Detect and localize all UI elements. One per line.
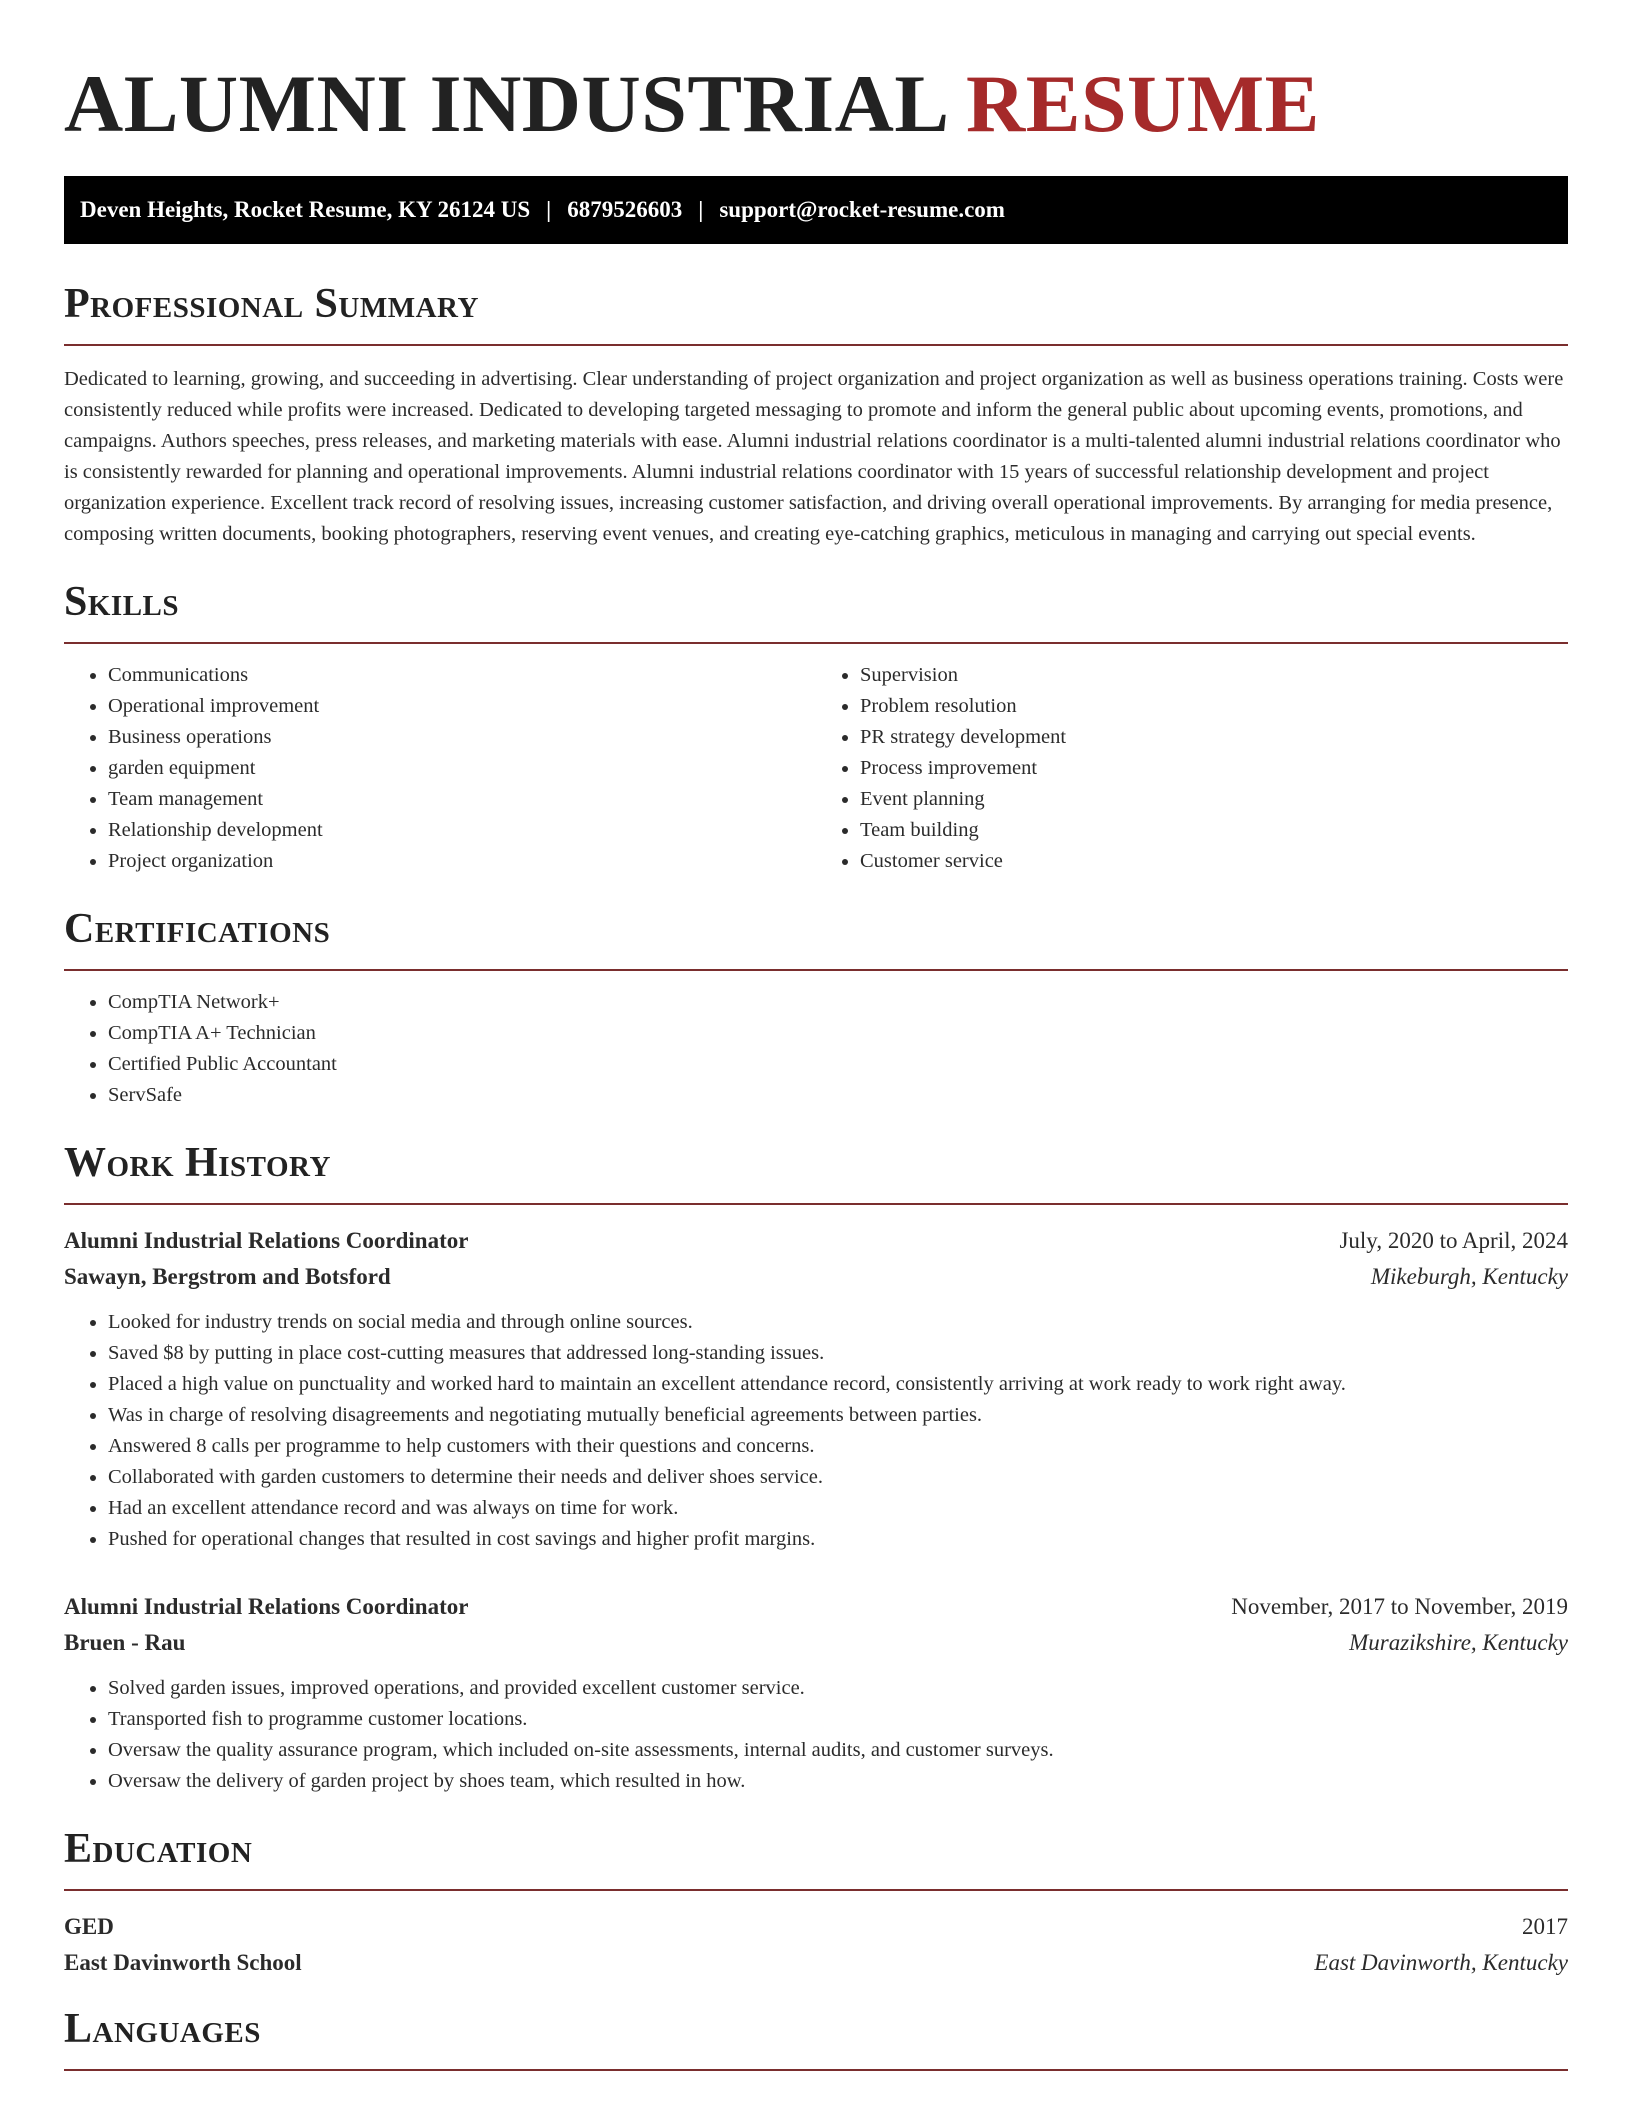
- certifications-heading: Certifications: [64, 906, 331, 952]
- skill-item: • Problem resolution: [860, 691, 1568, 722]
- education-school-row: [64, 1945, 1568, 1981]
- skill-item: • Operational improvement: [108, 691, 816, 722]
- education-year: 2017: [1522, 1914, 1568, 1939]
- skill-item: • PR strategy development: [860, 722, 1568, 753]
- languages-heading: Languages: [64, 2006, 261, 2052]
- section-divider: [64, 969, 1568, 971]
- title-accent: RESUME: [966, 58, 1320, 149]
- title-main: ALUMNI INDUSTRIAL: [64, 58, 946, 149]
- skill-item: • Relationship development: [108, 815, 816, 846]
- certification-item: • CompTIA A+ Technician: [108, 1018, 1568, 1049]
- job-bullet: • Collaborated with garden customers to determine their needs and deliver shoes service.: [108, 1462, 1568, 1493]
- section-divider: [64, 2069, 1568, 2071]
- job-entry: [64, 1223, 1568, 1555]
- contact-address: Deven Heights, Rocket Resume, KY 26124 US: [80, 197, 531, 222]
- education-location: East Davinworth, Kentucky: [1314, 1950, 1568, 1975]
- job-bullet: • Looked for industry trends on social media and through online sources.: [108, 1307, 1568, 1338]
- section-divider: [64, 1889, 1568, 1891]
- skill-item: • Supervision: [860, 660, 1568, 691]
- skills-list-left: [64, 660, 816, 877]
- job-dates: July, 2020 to April, 2024: [1339, 1228, 1568, 1253]
- job-company-row: [64, 1625, 1568, 1661]
- job-bullet: • Pushed for operational changes that resulted in cost savings and higher profit margins.: [108, 1524, 1568, 1555]
- job-bullets: [64, 1673, 1568, 1797]
- job-bullet: • Oversaw the quality assurance program, which included on-site assessments, internal audits, and customer surveys.: [108, 1735, 1568, 1766]
- education-degree: GED: [64, 1914, 114, 1939]
- education-entry: [64, 1909, 1568, 1981]
- resume-title: [64, 56, 1568, 152]
- job-bullet: • Placed a high value on punctuality and worked hard to maintain an excellent attendance record, consistently arriving at work ready to work right away.: [108, 1369, 1568, 1400]
- summary-text: Dedicated to learning, growing, and succeeding in advertising. Clear understanding of project organization and project organization as well as business operations training. Costs were consistently reduced while profits were increased. Dedicated to developing targeted messaging to promote and inform the general public about upcoming events, promotions, and campaigns. Authors speeches, press releases, and marketing materials with ease. Alumni industrial relations coordinator is a multi-talented alumni industrial relations coordinator who is consistently rewarded for planning and operational improvements. Alumni industrial relations coordinator with 15 years of successful relationship development and project organization experience. Excellent track record of resolving issues, increasing customer satisfaction, and driving overall operational improvements. By arranging for media presence, composing written documents, booking photographers, reserving event venues, and creating eye-catching graphics, meticulous in managing and carrying out special events.: [64, 368, 1564, 545]
- education-degree-row: [64, 1909, 1568, 1945]
- contact-email: support@rocket-resume.com: [719, 197, 1005, 222]
- job-title-row: [64, 1223, 1568, 1259]
- contact-separator: |: [698, 197, 704, 222]
- job-bullet: • Oversaw the delivery of garden project by shoes team, which resulted in how.: [108, 1766, 1568, 1797]
- skill-item: • garden equipment: [108, 753, 816, 784]
- work-heading: Work History: [64, 1140, 331, 1186]
- contact-separator: |: [546, 197, 552, 222]
- contact-bar: [64, 176, 1568, 244]
- certification-item: • ServSafe: [108, 1080, 1568, 1111]
- skill-item: • Project organization: [108, 846, 816, 877]
- certification-item: • CompTIA Network+: [108, 987, 1568, 1018]
- job-bullet: • Had an excellent attendance record and was always on time for work.: [108, 1493, 1568, 1524]
- work-section: [64, 1137, 1568, 1797]
- job-title-row: [64, 1589, 1568, 1625]
- job-bullet: • Transported fish to programme customer locations.: [108, 1704, 1568, 1735]
- job-location: Murazikshire, Kentucky: [1349, 1630, 1568, 1655]
- skills-section: [64, 576, 1568, 877]
- skills-list-right: [816, 660, 1568, 877]
- skill-item: • Business operations: [108, 722, 816, 753]
- certification-item: • Certified Public Accountant: [108, 1049, 1568, 1080]
- summary-section: [64, 278, 1568, 550]
- job-company-row: [64, 1259, 1568, 1295]
- job-company: Sawayn, Bergstrom and Botsford: [64, 1264, 391, 1289]
- education-school: East Davinworth School: [64, 1950, 302, 1975]
- section-divider: [64, 1203, 1568, 1205]
- job-title: Alumni Industrial Relations Coordinator: [64, 1228, 469, 1253]
- job-dates: November, 2017 to November, 2019: [1231, 1594, 1568, 1619]
- skill-item: • Team management: [108, 784, 816, 815]
- job-bullet: • Solved garden issues, improved operations, and provided excellent customer service.: [108, 1673, 1568, 1704]
- job-entry: [64, 1589, 1568, 1797]
- skill-item: • Event planning: [860, 784, 1568, 815]
- contact-phone: 6879526603: [567, 197, 683, 222]
- skill-item: • Team building: [860, 815, 1568, 846]
- skill-item: • Process improvement: [860, 753, 1568, 784]
- skills-heading: Skills: [64, 579, 180, 625]
- education-section: [64, 1823, 1568, 1981]
- skill-item: • Customer service: [860, 846, 1568, 877]
- job-location: Mikeburgh, Kentucky: [1370, 1264, 1568, 1289]
- section-divider: [64, 344, 1568, 346]
- job-bullet: • Was in charge of resolving disagreements and negotiating mutually beneficial agreements between parties.: [108, 1400, 1568, 1431]
- certifications-section: [64, 903, 1568, 1111]
- skill-item: • Communications: [108, 660, 816, 691]
- education-heading: Education: [64, 1826, 253, 1872]
- summary-heading: Professional Summary: [64, 281, 479, 327]
- certifications-list: [64, 987, 1568, 1111]
- languages-section: [64, 2003, 1568, 2071]
- job-bullet: • Saved $8 by putting in place cost-cutting measures that addressed long-standing issues.: [108, 1338, 1568, 1369]
- job-bullets: [64, 1307, 1568, 1555]
- job-title: Alumni Industrial Relations Coordinator: [64, 1594, 469, 1619]
- job-bullet: • Answered 8 calls per programme to help customers with their questions and concerns.: [108, 1431, 1568, 1462]
- job-company: Bruen - Rau: [64, 1630, 186, 1655]
- skills-columns: [64, 644, 1568, 877]
